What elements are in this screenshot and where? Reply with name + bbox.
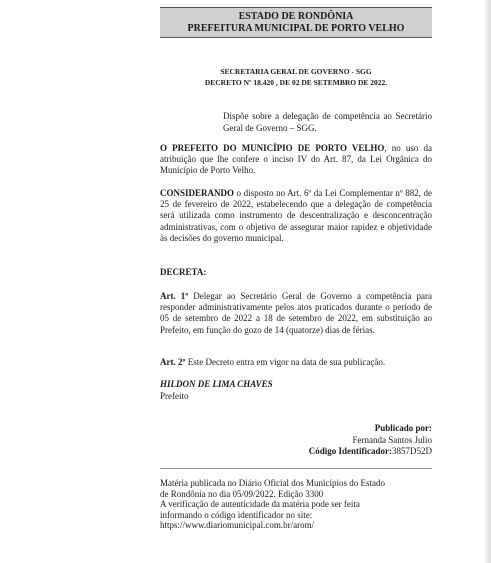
article-1-text: Delegar ao Secretário Geral de Governo a competência para responder administrativamente pelos atos praticados durante o período de 05 de setembro de 2022 a 18 de setembro de 2022, em substituição ao Prefeito, em função do gozo de 14 (quatorze) dias de férias. <box>160 291 432 335</box>
decree-heading <box>160 66 432 88</box>
ementa: Dispõe sobre a delegação de competência ao Secretário Geral de Governo – SGG. <box>223 111 432 133</box>
identifier-label: Código Identificador: <box>308 446 392 456</box>
prefeito-lead: O PREFEITO DO MUNICÍPIO DE PORTO VELHO <box>160 143 385 153</box>
article-1 <box>160 291 432 336</box>
signature-block <box>160 379 273 402</box>
prefecture-name: PREFEITURA MUNICIPAL DE PORTO VELHO <box>187 23 405 34</box>
prefeito-paragraph <box>160 143 432 177</box>
signer-role: Prefeito <box>160 390 189 401</box>
prefeito-text: , no uso da atribuição que lhe confere o inciso IV do Art. 87, da Lei Orgânica do Município de Porto Velho. <box>160 143 432 176</box>
publication-footer <box>160 478 432 531</box>
verification-url[interactable]: https://www.diariomunicipal.com.br/arom/ <box>160 520 315 531</box>
article-2-lead: Art. 2º <box>160 357 186 367</box>
page-edge <box>483 0 491 563</box>
secretaria-name: SECRETARIA GERAL DE GOVERNO - SGG <box>220 67 372 76</box>
footer-line-3: A verificação de autenticidade da matéria pode ser feita <box>160 499 360 510</box>
article-2 <box>160 357 432 368</box>
decreta-heading: DECRETA: <box>160 267 207 277</box>
considerando-lead: CONSIDERANDO <box>160 188 235 198</box>
footer-line-2: de Rondônia no dia 05/09/2022. Edição 3300 <box>160 488 324 499</box>
considerando-text: o disposto no Art. 6º da Lei Complementar nº 882, de 25 de fevereiro de 2022, estabelecendo que a delegação de competência será utilizada como instrumento de descentralização e desconcentração administrativas, com o objetivo de assegurar maior rapidez e objetividade às decisões do governo municipal. <box>160 188 432 243</box>
footer-line-1: Matéria publicada no Diário Oficial dos Municípios do Estado <box>160 478 385 488</box>
publication-block <box>240 423 432 458</box>
document-header <box>160 7 432 38</box>
footer-line-4: informando o código identificador no site: <box>160 509 313 520</box>
signer-name: HILDON DE LIMA CHAVES <box>160 379 273 389</box>
article-2-text: Este Decreto entra em vigor na data de sua publicação. <box>185 357 386 367</box>
identifier-code: 3857D52D <box>392 446 432 456</box>
decree-number: DECRETO Nº 18.420 , DE 02 DE SETEMBRO DE 2022. <box>204 78 388 87</box>
publisher-name: Fernanda Santos Julio <box>352 434 432 445</box>
state-name: ESTADO DE RONDÔNIA <box>238 11 354 22</box>
published-by-label: Publicado por: <box>374 423 432 433</box>
article-1-lead: Art. 1º <box>160 291 189 301</box>
considerando-paragraph <box>160 188 432 244</box>
divider <box>160 468 432 469</box>
